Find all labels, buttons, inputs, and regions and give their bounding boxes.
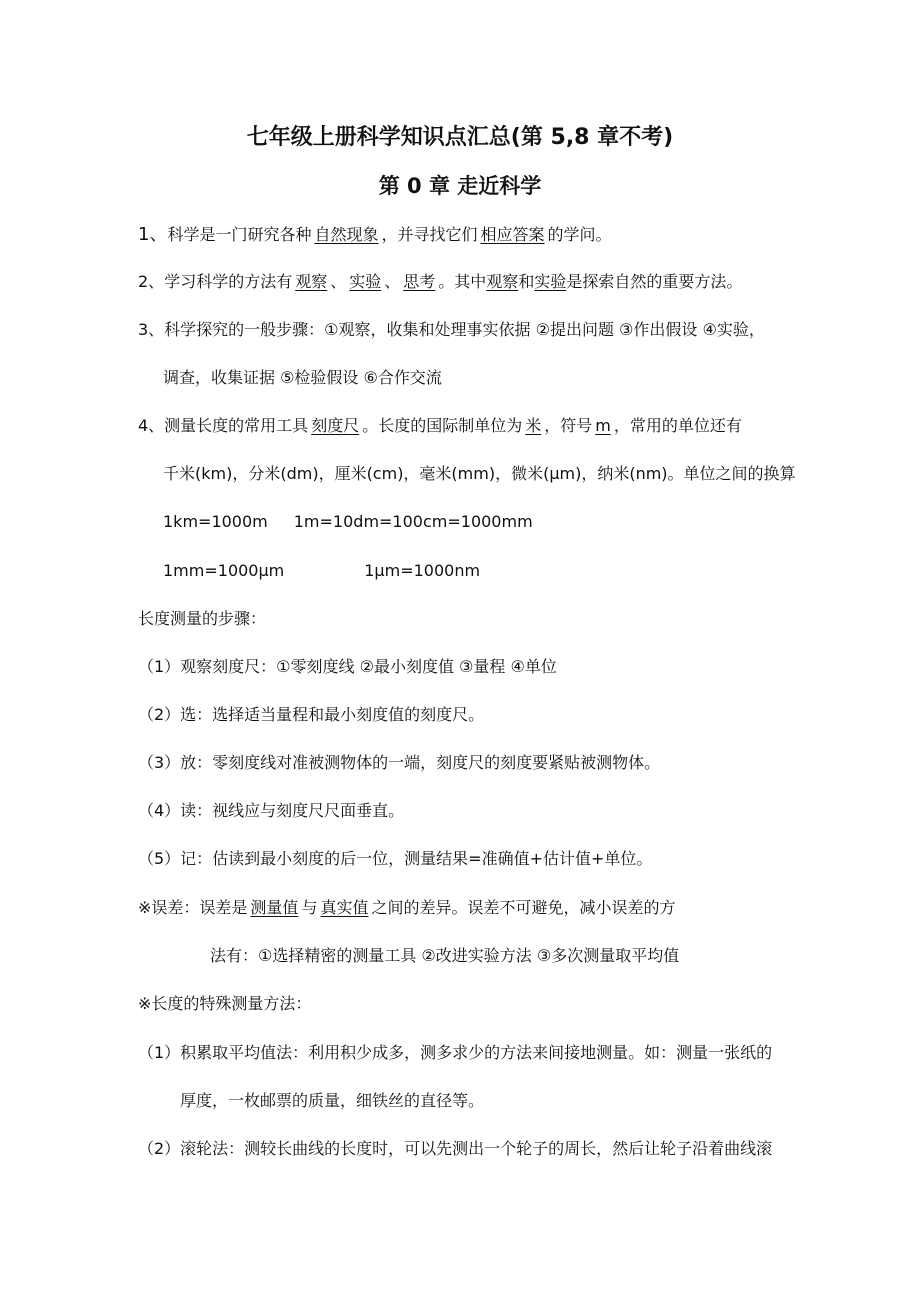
conversion-um: 1μm=1000nm	[364, 561, 481, 580]
conversion-m: 1m=10dm=100cm=1000mm	[293, 512, 533, 531]
method-1-line-2: 厚度，一枚邮票的质量，细铁丝的直径等。	[180, 1091, 485, 1110]
step-4: （4）读：视线应与刻度尺尺面垂直。	[138, 801, 405, 820]
conversion-row-2	[163, 560, 480, 582]
item-1-number: 1、	[138, 224, 168, 245]
item-2-text-c: 和	[518, 272, 535, 291]
answer-true-value: 真实值	[320, 898, 369, 917]
page-title: 七年级上册科学知识点汇总(第 5,8 章不考)	[246, 125, 674, 150]
item-2	[138, 271, 742, 293]
item-3-line-1: 3、科学探究的一般步骤：①观察，收集和处理事实依据 ②提出问题 ③作出假设 ④实验，	[138, 320, 765, 339]
item-2-text-a: 学习科学的方法有	[164, 272, 293, 291]
item-2-text-b: 。其中	[438, 272, 487, 291]
item-1-text-c: 的学问。	[547, 225, 612, 244]
error-line-2: 法有：①选择精密的测量工具 ②改进实验方法 ③多次测量取平均值	[210, 946, 680, 965]
item-4-text-a: 4、测量长度的常用工具	[138, 416, 309, 435]
item-4-text-c: ，符号	[544, 416, 593, 435]
answer-observe: 观察	[295, 272, 328, 291]
item-4-line-1	[138, 415, 742, 437]
error-text-a: ※误差：误差是	[138, 898, 248, 917]
answer-natural-phenomena: 自然现象	[314, 225, 379, 244]
item-1-text-a: 科学是一门研究各种	[167, 225, 312, 244]
step-2: （2）选：选择适当量程和最小刻度值的刻度尺。	[138, 705, 485, 724]
item-4-text-b: 。长度的国际制单位为	[362, 416, 523, 435]
steps-heading: 长度测量的步骤：	[138, 609, 267, 628]
item-2-observe: 观察	[486, 272, 519, 291]
item-1-text-b: ，并寻找它们	[381, 225, 478, 244]
answer-symbol-m: m	[595, 416, 611, 435]
answer-experiment: 实验	[349, 272, 382, 291]
item-2-experiment: 实验	[534, 272, 567, 291]
step-3: （3）放：零刻度线对准被测物体的一端，刻度尺的刻度要紧贴被测物体。	[138, 753, 661, 772]
item-3-line-2: 调查，收集证据 ⑤检验假设 ⑥合作交流	[163, 368, 442, 387]
special-heading: ※长度的特殊测量方法：	[138, 994, 312, 1013]
conversion-row-1	[163, 511, 533, 533]
conversion-km: 1km=1000m	[163, 512, 268, 531]
answer-ruler: 刻度尺	[311, 416, 360, 435]
answer-meter: 米	[525, 416, 542, 435]
item-2-sep-2: 、	[384, 272, 401, 291]
step-5: （5）记：估读到最小刻度的后一位，测量结果=准确值+估计值+单位。	[138, 849, 653, 868]
error-text-c: 之间的差异。误差不可避免，减小误差的方	[371, 898, 676, 917]
answer-think: 思考	[403, 272, 436, 291]
error-line-1	[138, 897, 675, 919]
method-2-line-1: （2）滚轮法：测较长曲线的长度时，可以先测出一个轮子的周长，然后让轮子沿着曲线滚	[138, 1139, 773, 1158]
item-2-number: 2、	[138, 272, 165, 291]
step-1: （1）观察刻度尺：①零刻度线 ②最小刻度值 ③量程 ④单位	[138, 657, 557, 676]
item-2-sep-1: 、	[330, 272, 347, 291]
answer-measured-value: 测量值	[250, 898, 299, 917]
item-2-text-d: 是探索自然的重要方法。	[566, 272, 743, 291]
method-1-line-1: （1）积累取平均值法：利用积少成多，测多求少的方法来间接地测量。如：测量一张纸的	[138, 1043, 773, 1062]
item-1	[138, 224, 612, 246]
error-text-b: 与	[301, 898, 318, 917]
item-4-text-d: ，常用的单位还有	[613, 416, 742, 435]
conversion-mm: 1mm=1000μm	[163, 561, 285, 580]
item-4-units-line: 千米(km)，分米(dm)，厘米(cm)，毫米(mm)，微米(μm)，纳米(nm)。单位之间的换算	[163, 464, 796, 483]
chapter-heading: 第 0 章 走近科学	[378, 174, 542, 198]
answer-corresponding-answers: 相应答案	[480, 225, 545, 244]
